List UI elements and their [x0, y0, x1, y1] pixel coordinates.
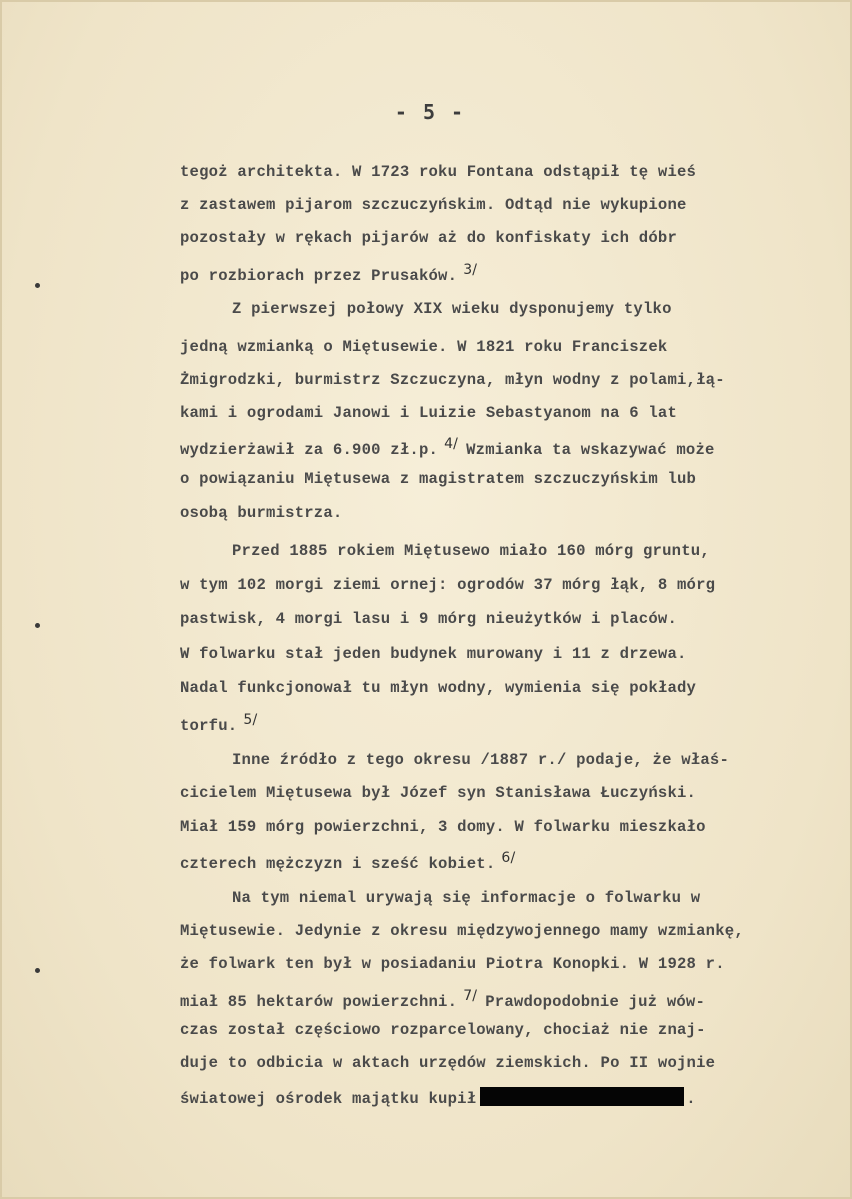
- line-text: po rozbiorach przez Prusaków.: [180, 267, 458, 285]
- text-line: [180, 988, 705, 1011]
- line-text: Miętusewie. Jedynie z okresu międzywojennego mamy wzmiankę,: [180, 922, 744, 940]
- footnote-marker: 3/: [463, 262, 478, 278]
- text-line: [180, 436, 715, 459]
- line-text: W folwarku stał jeden budynek murowany i 11 z drzewa.: [180, 645, 687, 663]
- text-line: [180, 196, 687, 214]
- text-line: [180, 163, 696, 181]
- line-text-after: Wzmianka ta wskazywać może: [466, 441, 715, 459]
- line-text: Na tym niemal urywają się informacje o folwarku w: [232, 889, 701, 907]
- punch-hole: [35, 283, 40, 288]
- line-text: cicielem Miętusewa był Józef syn Stanisława Łuczyński.: [180, 784, 697, 802]
- line-text: miał 85 hektarów powierzchni.: [180, 993, 458, 1011]
- line-text: Żmigrodzki, burmistrz Szczuczyna, młyn wodny z polami,łą-: [180, 371, 725, 389]
- text-line: [180, 470, 696, 488]
- text-line: [180, 610, 677, 628]
- line-text: o powiązaniu Miętusewa z magistratem szczuczyńskim lub: [180, 470, 697, 488]
- line-text: Inne źródło z tego okresu /1887 r./ podaje, że właś-: [232, 751, 730, 769]
- text-line: [180, 1087, 696, 1108]
- line-text: w tym 102 morgi ziemi ornej: ogrodów 37 mórg łąk, 8 mórg: [180, 576, 716, 594]
- line-text: osobą burmistrza.: [180, 504, 343, 522]
- redaction-bar: [480, 1087, 684, 1106]
- text-line: [180, 1021, 706, 1039]
- line-text: czterech mężczyzn i sześć kobiet.: [180, 855, 496, 873]
- line-text: Z pierwszej połowy XIX wieku dysponujemy tylko: [232, 300, 672, 318]
- line-text: czas został częściowo rozparcelowany, chociaż nie znaj-: [180, 1021, 706, 1039]
- line-text: Miał 159 mórg powierzchni, 3 domy. W folwarku mieszkało: [180, 818, 706, 836]
- text-line: [180, 229, 677, 247]
- text-line: [180, 922, 744, 940]
- line-text: jedną wzmianką o Miętusewie. W 1821 roku Franciszek: [180, 338, 668, 356]
- text-line: [180, 850, 515, 873]
- line-text: tegoż architekta. W 1723 roku Fontana odstąpił tę wieś: [180, 163, 697, 181]
- text-line: [180, 338, 667, 356]
- line-text: z zastawem pijarom szczuczyńskim. Odtąd nie wykupione: [180, 196, 687, 214]
- punch-hole: [35, 623, 40, 628]
- line-text: pozostały w rękach pijarów aż do konfiskaty ich dóbr: [180, 229, 678, 247]
- line-text-after: .: [686, 1090, 696, 1108]
- line-text: torfu.: [180, 717, 238, 735]
- text-line: [180, 371, 725, 389]
- footnote-marker: 6/: [501, 850, 516, 866]
- line-text: kami i ogrodami Janowi i Luizie Sebastyanom na 6 lat: [180, 404, 678, 422]
- text-line: [180, 712, 257, 735]
- text-line: [180, 576, 715, 594]
- text-line: [180, 1054, 715, 1072]
- text-line: [232, 751, 729, 769]
- line-text: duje to odbicia w aktach urzędów ziemskich. Po II wojnie: [180, 1054, 716, 1072]
- text-line: [180, 404, 677, 422]
- page-number: - 5 -: [394, 100, 466, 124]
- line-text: że folwark ten był w posiadaniu Piotra Konopki. W 1928 r.: [180, 955, 725, 973]
- text-line: [232, 889, 700, 907]
- line-text: wydzierżawił za 6.900 zł.p.: [180, 441, 439, 459]
- line-text-after: Prawdopodobnie już wów-: [485, 993, 706, 1011]
- text-line: [180, 955, 725, 973]
- text-line: [180, 262, 477, 285]
- text-line: [180, 504, 342, 522]
- footnote-marker: 4/: [444, 436, 459, 452]
- punch-hole: [35, 968, 40, 973]
- text-line: [232, 542, 710, 560]
- text-line: [180, 818, 706, 836]
- text-line: [180, 784, 696, 802]
- text-line: [232, 300, 672, 318]
- text-line: [180, 679, 696, 697]
- footnote-marker: 7/: [463, 988, 478, 1004]
- text-line: [180, 645, 687, 663]
- line-text: światowej ośrodek majątku kupił: [180, 1090, 477, 1108]
- line-text: pastwisk, 4 morgi lasu i 9 mórg nieużytków i placów.: [180, 610, 678, 628]
- line-text: Nadal funkcjonował tu młyn wodny, wymienia się pokłady: [180, 679, 697, 697]
- footnote-marker: 5/: [243, 712, 258, 728]
- line-text: Przed 1885 rokiem Miętusewo miało 160 mórg gruntu,: [232, 542, 710, 560]
